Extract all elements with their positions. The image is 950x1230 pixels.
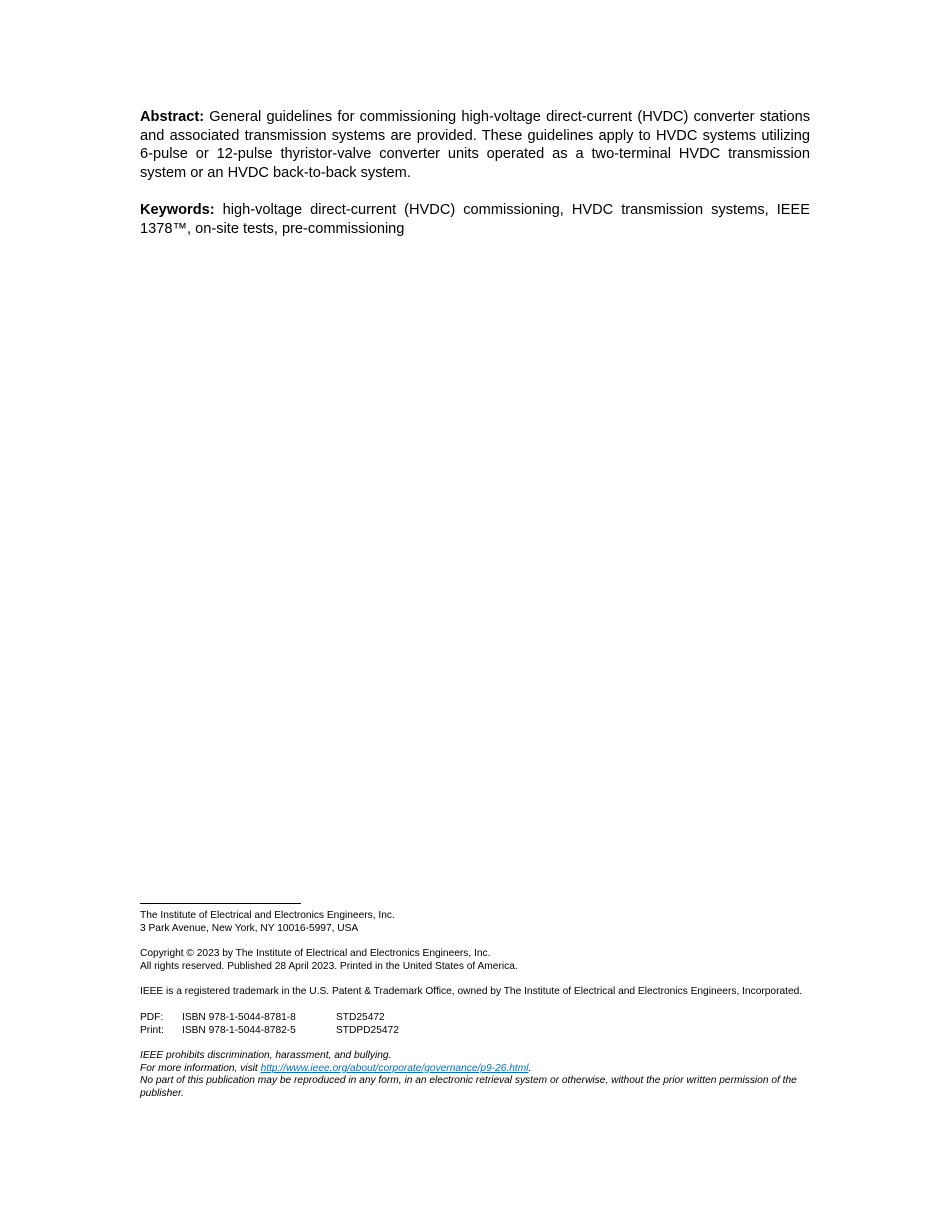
notice-block [140,1050,812,1100]
publication-footer [140,903,812,1114]
more-info-line [140,1063,812,1076]
reproduction-notice: No part of this publication may be reproduced in any form, in an electronic retrieval system or otherwise, without the prior written permission of the publisher. [140,1075,797,1099]
isbn-number: ISBN 978-1-5044-8781-8 [182,1011,296,1023]
isbn-row-print [140,1025,812,1038]
trademark-block [140,986,812,999]
isbn-format-label: PDF: [140,1011,164,1023]
publisher-name: The Institute of Electrical and Electronics Engineers, Inc. [140,910,395,921]
isbn-format-label: Print: [140,1024,164,1036]
abstract-paragraph [140,108,810,182]
trademark-text: IEEE is a registered trademark in the U.S. Patent & Trademark Office, owned by The Institute of Electrical and Electronics Engineers, Incorporated. [140,986,803,998]
governance-link[interactable]: http://www.ieee.org/about/corporate/governance/p9-26.html [260,1062,529,1074]
copyright-block [140,948,812,973]
keywords-text: high-voltage direct-current (HVDC) commissioning, HVDC transmission systems, IEEE 1378™, on-site tests, pre-commissioning [140,202,810,237]
isbn-number: ISBN 978-1-5044-8782-5 [182,1024,296,1036]
more-info-suffix: . [528,1062,532,1074]
copyright-line: Copyright © 2023 by The Institute of Electrical and Electronics Engineers, Inc. [140,948,491,960]
footer-divider [140,903,301,904]
rights-line: All rights reserved. Published 28 April 2023. Printed in the United States of America. [140,960,518,972]
document-page [140,0,810,1230]
keywords-paragraph [140,201,810,238]
isbn-block [140,1012,812,1037]
keywords-label: Keywords: [140,202,215,218]
isbn-code: STD25472 [336,1011,385,1023]
more-info-prefix: For more information, visit [140,1062,261,1074]
publisher-address: 3 Park Avenue, New York, NY 10016-5997, USA [140,922,359,934]
abstract-label: Abstract: [140,109,205,125]
publisher-block [140,910,812,935]
isbn-row-pdf [140,1012,812,1025]
isbn-code: STDPD25472 [336,1024,399,1036]
abstract-text: General guidelines for commissioning high-voltage direct-current (HVDC) converter stations and associated transmission systems are provided. These guidelines apply to HVDC systems utilizing 6-pulse or 12-pulse thyristor-valve converter units operated as a two-terminal HVDC transmission system or an HVDC back-to-back system. [140,109,810,181]
discrimination-notice: IEEE prohibits discrimination, harassment, and bullying. [140,1050,392,1062]
